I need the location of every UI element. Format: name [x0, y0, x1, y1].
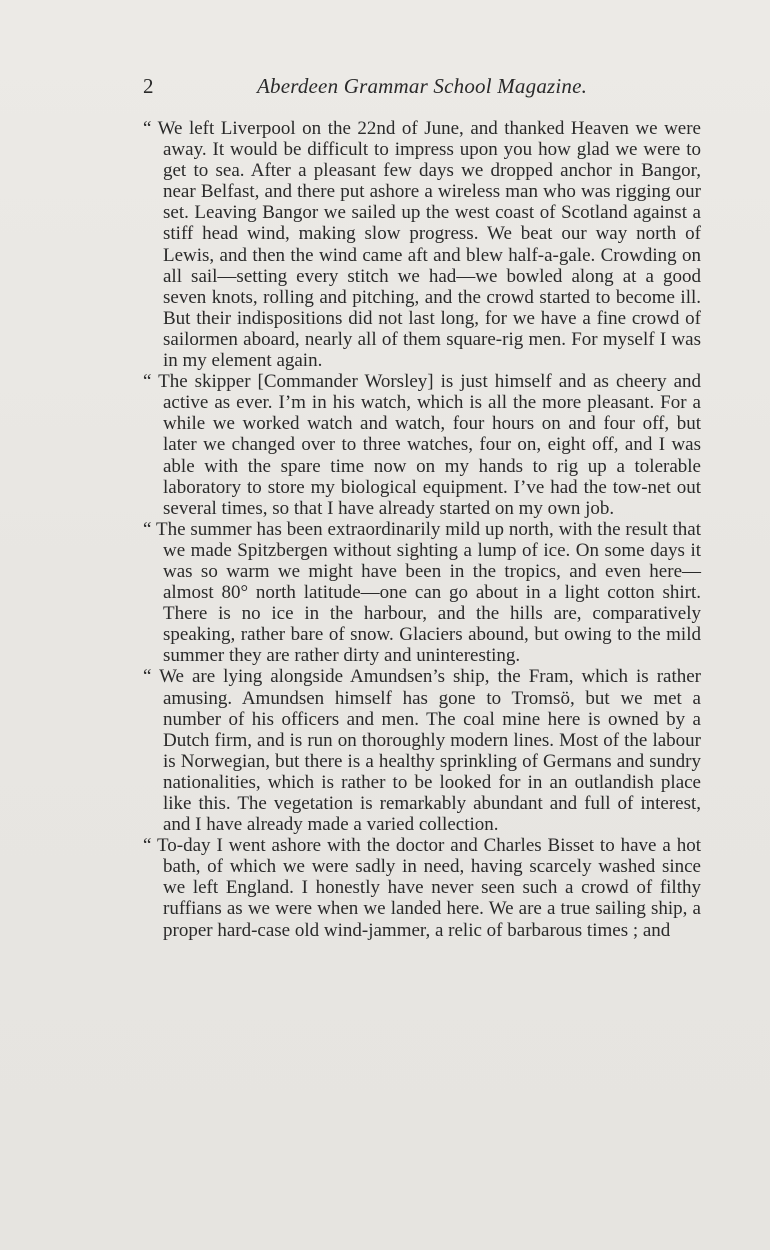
page-header: [143, 72, 703, 102]
article-body: [143, 118, 701, 941]
paragraph-fram: “ We are lying alongside Amundsen’s ship, the Fram, which is rather amusing. Amundsen himself has gone to Tromsö, but we met a number of his officers and men. The coal mine here is owned by a Dutch firm, and is run on thoroughly modern lines. Most of the labour is Norwegian, but there is a healthy sprinkling of Germans and sundry nationalities, which is rather to be looked for in an outlandish place like this. The vegetation is remarkably abundant and full of interest, and I have already made a varied collection.: [143, 666, 701, 836]
running-title: Aberdeen Grammar School Magazine.: [257, 74, 588, 98]
paragraph-summer: “ The summer has been extraordinarily mild up north, with the result that we made Spitzbergen without sighting a lump of ice. On some days it was so warm we might have been in the tropics, and even here—almost 80° north latitude—one can go about in a light cotton shirt. There is no ice in the harbour, and the hills are, comparatively speaking, rather bare of snow. Glaciers abound, but owing to the mild summer they are rather dirty and uninteresting.: [143, 518, 701, 667]
page-number: 2: [143, 74, 154, 98]
paragraph-voyage-start: “ We left Liverpool on the 22nd of June, and thanked Heaven we were away. It would be difficult to impress upon you how glad we were to get to sea. After a pleasant few days we dropped anchor in Bangor, near Belfast, and there put ashore a wireless man who was rigging our set. Leaving Bangor we sailed up the west coast of Scotland against a stiff head wind, making slow progress. We beat our way north of Lewis, and then the wind came aft and blew half-a-gale. Crowding on all sail—setting every stitch we had—we bowled along at a good seven knots, rolling and pitching, and the crowd started to become ill. But their indispositions did not last long, for we have a fine crowd of sailormen aboard, nearly all of them square-rig men. For myself I was in my element again.: [143, 118, 701, 372]
paragraph-bath: “ To-day I went ashore with the doctor and Charles Bisset to have a hot bath, of which we were sadly in need, having scarcely washed since we left England. I honestly have never seen such a crowd of filthy ruffians as we were when we landed here. We are a true sailing ship, a proper hard-case old wind-jammer, a relic of barbarous times ; and: [143, 835, 701, 941]
paragraph-skipper: “ The skipper [Commander Worsley] is just himself and as cheery and active as ever. I’m in his watch, which is all the more pleasant. For a while we worked watch and watch, four hours on and four off, but later we changed over to three watches, four on, eight off, and I was able with the spare time now on my hands to rig up a tolerable laboratory to store my biological equipment. I’ve had the tow-net out several times, so that I have already started on my own job.: [143, 371, 701, 519]
